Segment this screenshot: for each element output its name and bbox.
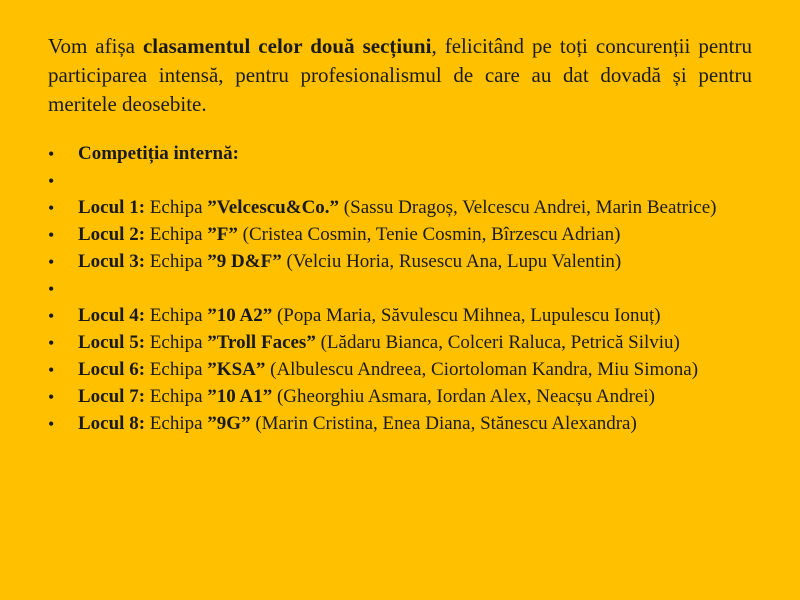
- bullet-icon: •: [48, 225, 55, 245]
- bullet-icon: •: [48, 360, 55, 380]
- bullet-icon: •: [48, 306, 55, 326]
- team-name: ”9G”: [207, 413, 251, 434]
- team-name: ”Velcescu&Co.”: [207, 197, 340, 218]
- team-prefix: Echipa: [145, 386, 208, 407]
- intro-text-start: Vom afișa: [48, 34, 143, 58]
- list-item-place-1: [48, 198, 738, 218]
- list-item-place-7: [48, 387, 738, 407]
- team-members: (Gheorghiu Asmara, Iordan Alex, Neacșu Andrei): [272, 386, 655, 407]
- team-members: (Popa Maria, Săvulescu Mihnea, Lupulescu Ionuț): [272, 305, 661, 326]
- team-prefix: Echipa: [145, 224, 208, 245]
- place-label: Locul 3:: [78, 251, 146, 272]
- place-label: Locul 8:: [78, 413, 146, 434]
- list-heading: [48, 144, 738, 164]
- list-item-place-4: [48, 306, 738, 326]
- team-prefix: Echipa: [145, 197, 208, 218]
- place-label: Locul 2:: [78, 224, 146, 245]
- team-prefix: Echipa: [145, 332, 208, 353]
- team-members: (Velciu Horia, Rusescu Ana, Lupu Valentin): [281, 251, 622, 272]
- team-name: ”10 A1”: [207, 386, 273, 407]
- place-label: Locul 5:: [78, 332, 146, 353]
- team-members: (Lădaru Bianca, Colceri Raluca, Petrică Silviu): [315, 332, 680, 353]
- team-prefix: Echipa: [145, 413, 208, 434]
- bullet-icon: •: [48, 171, 55, 191]
- team-members: (Sassu Dragoș, Velcescu Andrei, Marin Beatrice): [339, 197, 717, 218]
- section-heading: Competiția internă:: [78, 143, 239, 164]
- team-name: ”10 A2”: [207, 305, 273, 326]
- bullet-icon: •: [48, 333, 55, 353]
- bullet-icon: •: [48, 279, 55, 299]
- bullet-icon: •: [48, 144, 55, 164]
- list-item-place-8: [48, 414, 738, 434]
- team-prefix: Echipa: [145, 305, 208, 326]
- team-name: ”KSA”: [207, 359, 266, 380]
- list-item-place-2: [48, 225, 738, 245]
- place-label: Locul 1:: [78, 197, 146, 218]
- team-name: ”9 D&F”: [207, 251, 282, 272]
- bullet-icon: •: [48, 252, 55, 272]
- place-label: Locul 4:: [78, 305, 146, 326]
- intro-paragraph: [48, 32, 752, 119]
- ranking-list: [48, 144, 738, 441]
- team-members: (Marin Cristina, Enea Diana, Stănescu Alexandra): [250, 413, 637, 434]
- team-prefix: Echipa: [145, 359, 208, 380]
- team-name: ”F”: [207, 224, 238, 245]
- bullet-icon: •: [48, 414, 55, 434]
- intro-text-end: , felicitând pe toți concurenții pentru participarea intensă, pentru profesionalismul de care au dat dovadă și pentru meritele deosebite.: [48, 34, 752, 116]
- empty-list-item: [48, 171, 738, 191]
- place-label: Locul 7:: [78, 386, 146, 407]
- list-item-place-5: [48, 333, 738, 353]
- bullet-icon: •: [48, 198, 55, 218]
- team-members: (Cristea Cosmin, Tenie Cosmin, Bîrzescu Adrian): [237, 224, 621, 245]
- team-name: ”Troll Faces”: [207, 332, 316, 353]
- list-item-place-6: [48, 360, 738, 380]
- team-prefix: Echipa: [145, 251, 208, 272]
- intro-text-bold: clasamentul celor două secțiuni: [142, 34, 432, 58]
- place-label: Locul 6:: [78, 359, 146, 380]
- bullet-icon: •: [48, 387, 55, 407]
- team-members: (Albulescu Andreea, Ciortoloman Kandra, Miu Simona): [265, 359, 699, 380]
- list-item-place-3: [48, 252, 738, 272]
- empty-list-item: [48, 279, 738, 299]
